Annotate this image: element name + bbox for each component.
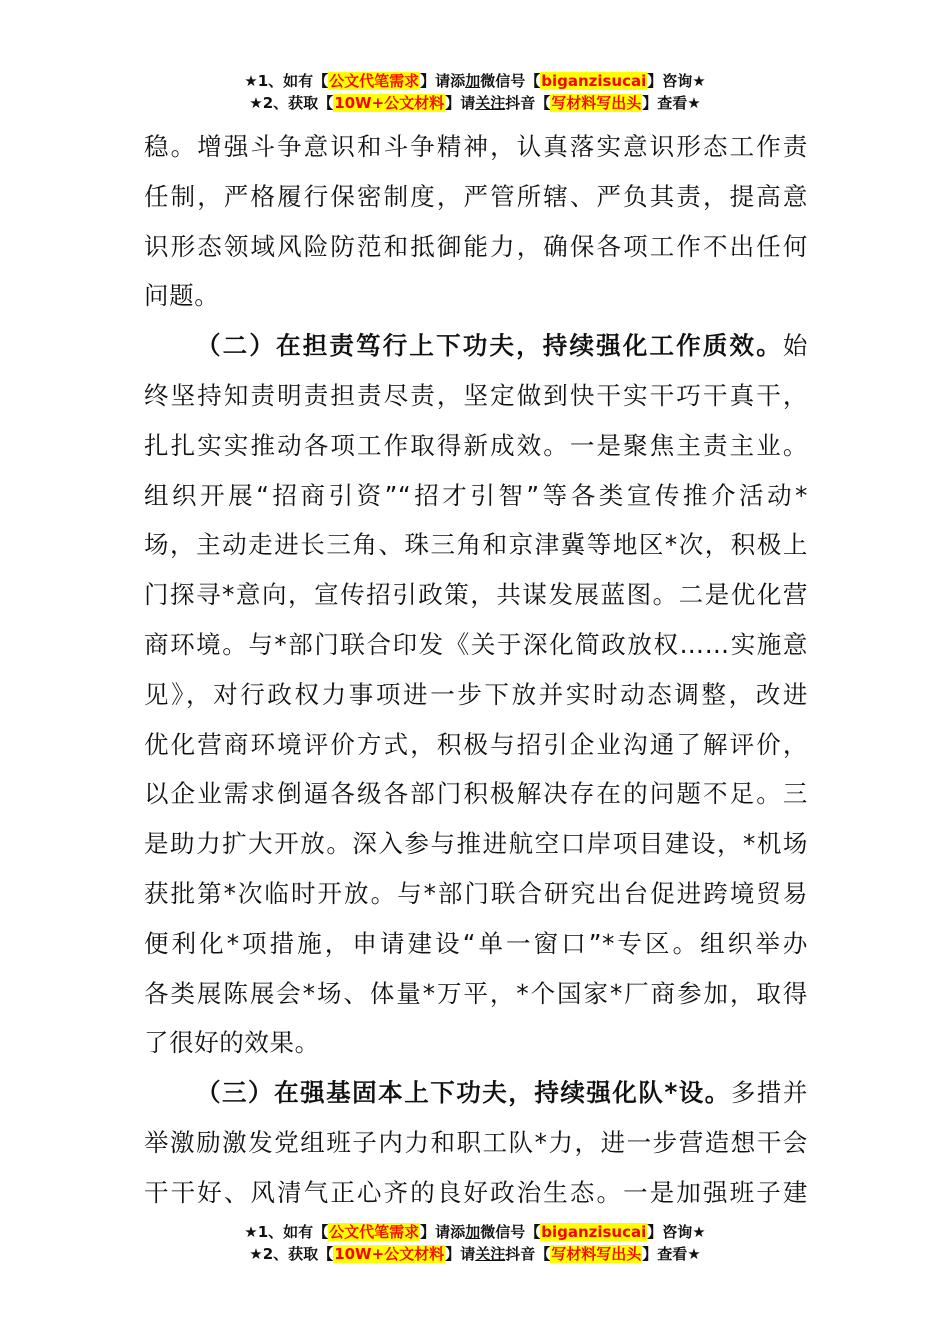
- section-heading: （二）在担责笃行上下功夫，持续强化工作质效。: [196, 331, 783, 361]
- text-line: 了很好的效果。: [144, 1028, 320, 1058]
- banner-highlight: 公文代笔需求: [329, 72, 420, 90]
- text-line: 优化营商环境评价方式，积极与招引企业沟通了解评价，: [144, 729, 808, 759]
- text-line: 识形态领域风险防范和抵御能力，确保各项工作不出任何: [144, 231, 808, 261]
- banner-text: 】查看★: [642, 94, 701, 112]
- banner-text: 】请: [445, 1245, 476, 1263]
- text-line: 问题。: [144, 281, 220, 311]
- banner-douyin-name: 写材料写出头: [551, 94, 642, 112]
- banner-text: 】咨询★: [647, 72, 706, 90]
- banner-text: 抖音【: [505, 94, 551, 112]
- section-heading: （三）在强基固本上下功夫，持续强化队*设。: [196, 1078, 731, 1108]
- banner-underline: 关注: [475, 94, 506, 112]
- text-line: 任制，严格履行保密制度，严管所辖、严负其责，提高意: [144, 181, 808, 211]
- banner-text: 微信号【: [480, 1223, 541, 1241]
- footer-banner: [0, 1221, 950, 1265]
- text-line: 各类展陈展会*场、体量*万平，*个国家*厂商参加，取得: [144, 978, 808, 1008]
- banner-line-1: [0, 70, 950, 92]
- banner-text: 】请添: [420, 72, 466, 90]
- text-line: 举激励激发党组班子内力和职工队*力，进一步营造想干会: [144, 1127, 808, 1157]
- text-line: 门探寻*意向，宣传招引政策，共谋发展蓝图。二是优化营: [144, 580, 808, 610]
- banner-underline: 关注: [475, 1245, 506, 1263]
- banner-wechat-id: biganzisucai: [541, 72, 647, 90]
- banner-wechat-id: biganzisucai: [541, 1223, 647, 1241]
- text-line: 便利化*项措施，申请建设“单一窗口”*专区。组织举办: [144, 928, 808, 958]
- banner-text: 】咨询★: [647, 1223, 706, 1241]
- section-heading-line: （三）在强基固本上下功夫，持续强化队*设。多措并: [196, 1078, 808, 1108]
- text-line: 干干好、风清气正心齐的良好政治生态。一是加强班子建: [144, 1177, 808, 1207]
- section-heading-line: （二）在担责笃行上下功夫，持续强化工作质效。始: [196, 331, 808, 361]
- banner-text: 抖音【: [505, 1245, 551, 1263]
- text-line: 以企业需求倒逼各级各部门积极解决存在的问题不足。三: [144, 779, 808, 809]
- banner-underline: 加: [465, 72, 481, 90]
- banner-text: ★2、获取【: [249, 1245, 334, 1263]
- text-line: 见》，对行政权力事项进一步下放并实时动态调整，改进: [144, 679, 808, 709]
- text-line: 获批第*次临时开放。与*部门联合研究出台促进跨境贸易: [144, 878, 808, 908]
- banner-highlight: 10W+公文材料: [334, 1245, 445, 1263]
- banner-text: ★2、获取【: [249, 94, 334, 112]
- banner-highlight: 公文代笔需求: [329, 1223, 420, 1241]
- document-body: [144, 122, 808, 1218]
- banner-text: ★1、如有【: [244, 72, 329, 90]
- banner-line-1: [0, 1221, 950, 1243]
- banner-douyin-name: 写材料写出头: [551, 1245, 642, 1263]
- banner-text: 】请添: [420, 1223, 466, 1241]
- text-line: 商环境。与*部门联合印发《关于深化简政放权……实施意: [144, 629, 808, 659]
- text-line: 是助力扩大开放。深入参与推进航空口岸项目建设，*机场: [144, 829, 808, 859]
- banner-text: ★1、如有【: [244, 1223, 329, 1241]
- banner-highlight: 10W+公文材料: [334, 94, 445, 112]
- text-line: 稳。增强斗争意识和斗争精神，认真落实意识形态工作责: [144, 132, 808, 161]
- banner-line-2: [0, 1243, 950, 1265]
- text-line: 组织开展“招商引资”“招才引智”等各类宣传推介活动*: [144, 480, 808, 510]
- banner-underline: 加: [465, 1223, 481, 1241]
- header-banner: [0, 70, 950, 114]
- banner-text: 微信号【: [480, 72, 541, 90]
- banner-text: 】请: [445, 94, 476, 112]
- text-line: 场，主动走进长三角、珠三角和京津冀等地区*次，积极上: [144, 530, 808, 560]
- banner-line-2: [0, 92, 950, 114]
- text-line: 扎扎实实推动各项工作取得新成效。一是聚焦主责主业。: [144, 430, 808, 460]
- banner-text: 】查看★: [642, 1245, 701, 1263]
- text-line: 终坚持知责明责担责尽责，坚定做到快干实干巧干真干，: [144, 380, 808, 410]
